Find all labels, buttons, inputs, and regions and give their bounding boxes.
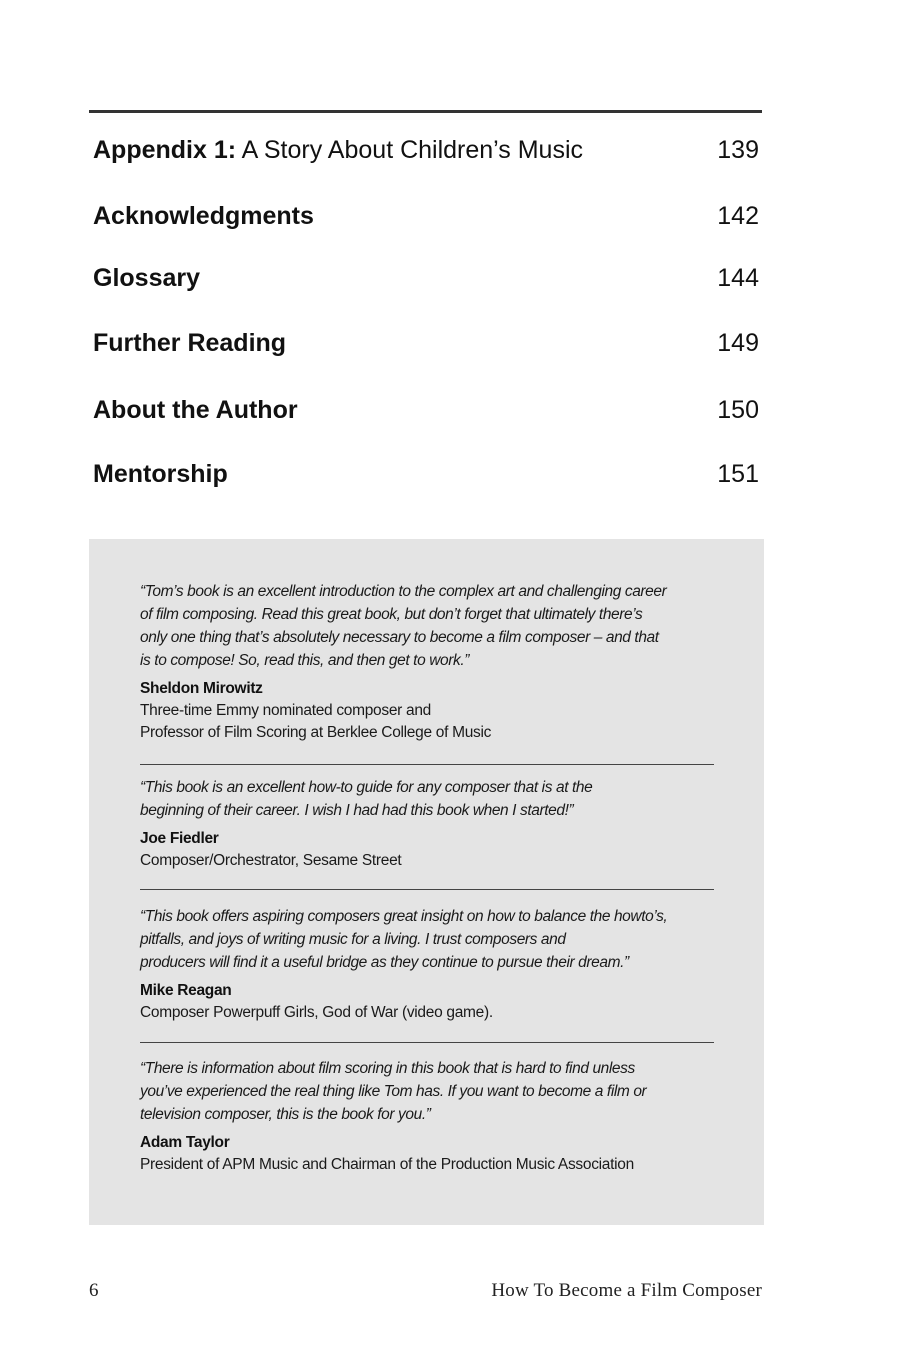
running-footer-title: How To Become a Film Composer xyxy=(491,1280,762,1301)
toc-entry-title: Glossary xyxy=(93,264,201,292)
toc-entry-mentorship[interactable] xyxy=(93,454,759,494)
testimonials-box xyxy=(89,539,764,1225)
toc-entry-title: Mentorship xyxy=(93,460,228,488)
toc-entry-page: 139 xyxy=(717,136,759,164)
testimonial-role: Composer Powerpuff Girls, God of War (video game). xyxy=(140,1004,493,1021)
toc-entry-title: Acknowledgments xyxy=(93,202,314,230)
testimonial-author: Mike Reagan xyxy=(140,982,232,999)
testimonial xyxy=(140,1057,715,1176)
divider xyxy=(140,764,714,765)
testimonial-text: “This book offers aspiring composers great insight on how to balance the howto’s, pitfalls, and joys of writing music for a living. I trust composers and producers will find it a useful bridge as they continue to pursue their dream.” xyxy=(140,908,668,971)
toc-entry-page: 149 xyxy=(717,329,759,357)
toc-entry-further-reading[interactable] xyxy=(93,323,759,363)
divider xyxy=(140,1042,714,1043)
testimonial-role: President of APM Music and Chairman of the Production Music Association xyxy=(140,1156,634,1173)
toc-entry-title: Further Reading xyxy=(93,329,287,357)
testimonial-text: “This book is an excellent how-to guide for any composer that is at the beginning of their career. I wish I had had this book when I started!” xyxy=(140,779,593,819)
testimonial-text: “There is information about film scoring in this book that is hard to find unless you’ve experienced the real thing like Tom has. If you want to become a film or television composer, this is the book for you.” xyxy=(140,1060,647,1123)
testimonial-text: “Tom’s book is an excellent introduction to the complex art and challenging career of film composing. Read this great book, but don’t forget that ultimately there’s only one thing that’s absolutely necessary to become a film composer – and that is to compose! So, read this, and then get to work.” xyxy=(140,583,667,669)
toc-entry-page: 142 xyxy=(717,202,759,230)
toc-entry-appendix-1[interactable] xyxy=(93,130,759,170)
testimonial-author: Joe Fiedler xyxy=(140,830,219,847)
testimonial-role: Professor of Film Scoring at Berklee College of Music xyxy=(140,724,492,741)
testimonial xyxy=(140,580,715,744)
toc-entry-title: Appendix 1: A Story About Children’s Music xyxy=(93,136,584,164)
toc-entry-page: 151 xyxy=(717,460,759,488)
testimonial xyxy=(140,905,715,1024)
toc-entry-glossary[interactable] xyxy=(93,258,759,298)
top-rule xyxy=(89,110,762,113)
page-number: 6 xyxy=(89,1280,99,1301)
toc-entry-title: About the Author xyxy=(93,396,298,424)
toc-entry-page: 150 xyxy=(717,396,759,424)
toc-entry-about-the-author[interactable] xyxy=(93,390,759,430)
divider xyxy=(140,889,714,890)
toc-entry-page: 144 xyxy=(717,264,759,292)
testimonial-author: Sheldon Mirowitz xyxy=(140,680,263,697)
testimonial-author: Adam Taylor xyxy=(140,1134,230,1151)
testimonial xyxy=(140,776,715,872)
testimonial-role: Three-time Emmy nominated composer and xyxy=(140,702,431,719)
toc-entry-acknowledgments[interactable] xyxy=(93,196,759,236)
testimonial-role: Composer/Orchestrator, Sesame Street xyxy=(140,852,402,869)
